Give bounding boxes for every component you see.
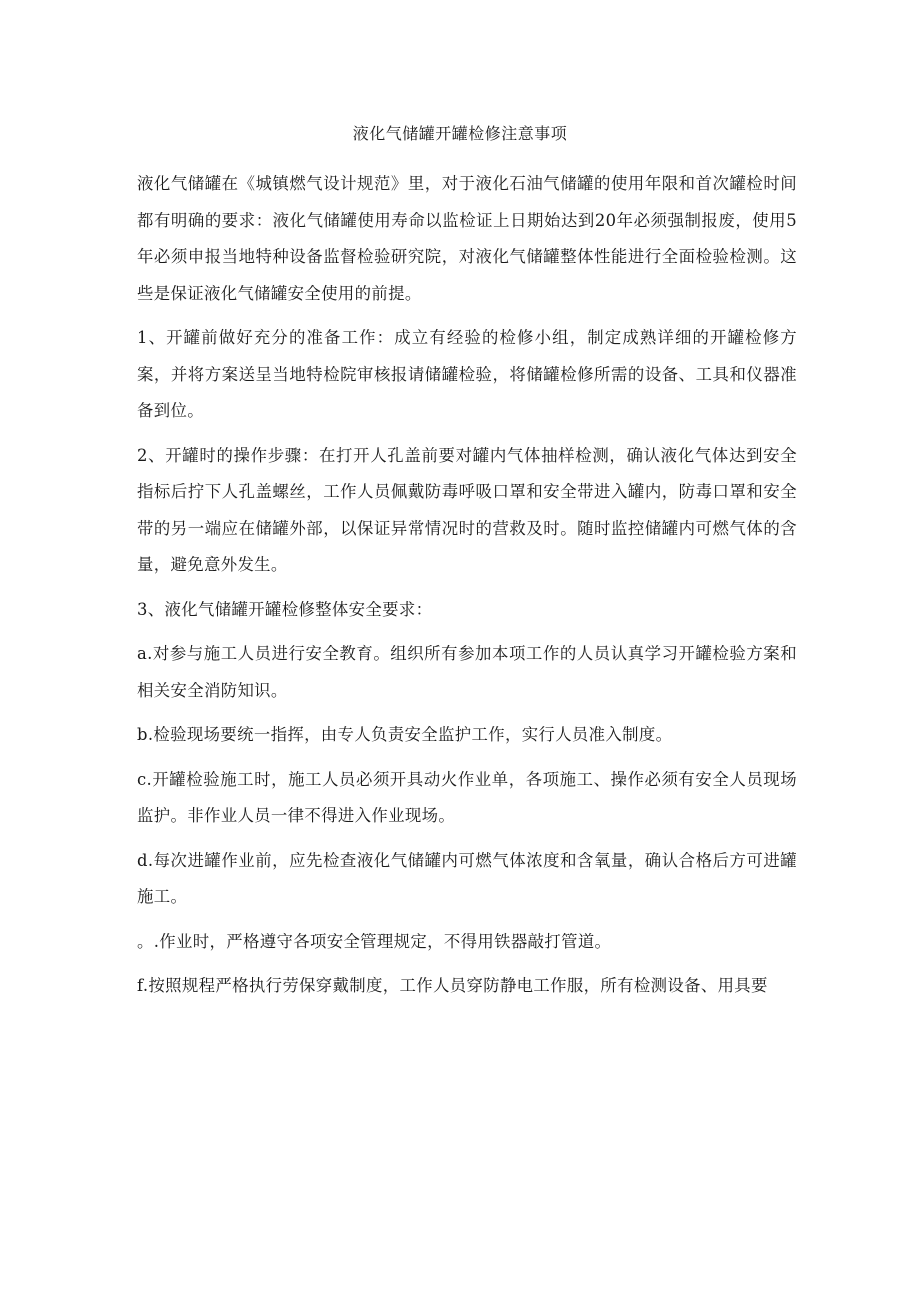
item-e-paragraph: 。.作业时，严格遵守各项安全管理规定，不得用铁器敲打管道。 (137, 931, 612, 951)
item-d-paragraph: d.每次进罐作业前，应先检查液化气储罐内可燃气体浓度和含氧量，确认合格后方可进罐施工。 (137, 850, 797, 906)
item-2-paragraph: 2、开罐时的操作步骤：在打开人孔盖前要对罐内气体抽样检测，确认液化气体达到安全指标后拧下人孔盖螺丝，工作人员佩戴防毒呼吸口罩和安全带进入罐内，防毒口罩和安全带的另一端应在储罐外部，以保证异常情况时的营救及时。随时监控储罐内可燃气体的含量，避免意外发生。 (137, 445, 797, 574)
item-3-heading: 3、液化气储罐开罐检修整体安全要求： (137, 599, 433, 619)
item-1-paragraph: 1、开罐前做好充分的准备工作：成立有经验的检修小组，制定成熟详细的开罐检修方案，并将方案送呈当地特检院审核报请储罐检验，将储罐检修所需的设备、工具和仪器准备到位。 (137, 328, 797, 420)
document-title: 液化气储罐开罐检修注意事项 (352, 124, 568, 143)
intro-paragraph: 液化气储罐在《城镇燃气设计规范》里，对于液化石油气储罐的使用年限和首次罐检时间都有明确的要求：液化气储罐使用寿命以监检证上日期始达到20年必须强制报废，使用5年必须申报当地特种设备监督检验研究院，对液化气储罐整体性能进行全面检验检测。这些是保证液化气储罐安全使用的前提。 (137, 174, 797, 303)
item-a-paragraph: a.对参与施工人员进行安全教育。组织所有参加本项工作的人员认真学习开罐检验方案和相关安全消防知识。 (137, 644, 797, 700)
item-f-paragraph: f.按照规程严格执行劳保穿戴制度，工作人员穿防静电工作服，所有检测设备、用具要 (137, 976, 768, 995)
item-b-paragraph: b.检验现场要统一指挥，由专人负责安全监护工作，实行人员准入制度。 (137, 725, 673, 744)
document-body (137, 166, 797, 1013)
item-c-paragraph: c.开罐检验施工时，施工人员必须开具动火作业单，各项施工、操作必须有安全人员现场监护。非作业人员一律不得进入作业现场。 (137, 769, 797, 825)
